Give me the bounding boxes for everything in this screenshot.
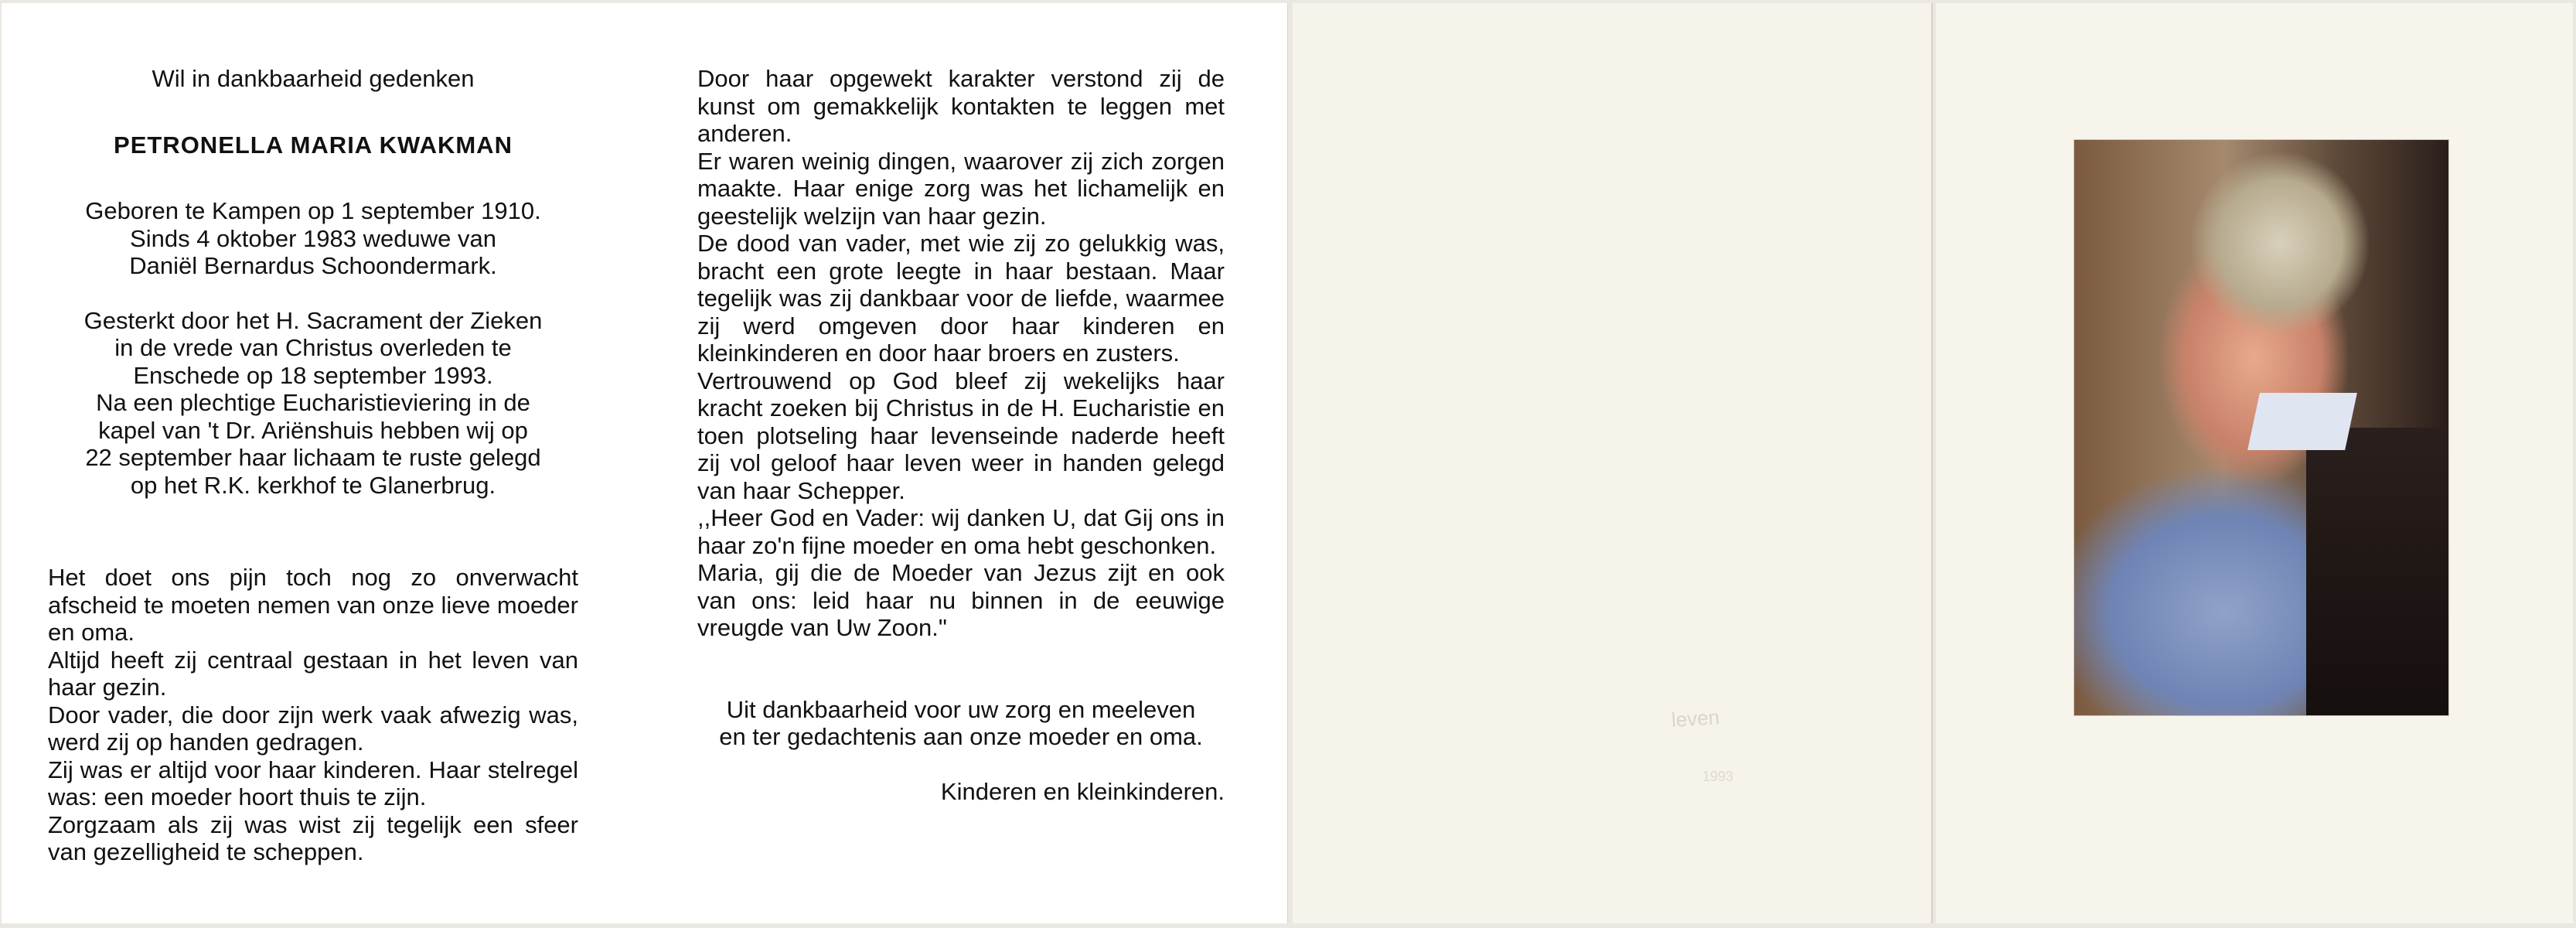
death-line: 22 september haar lichaam te ruste gelegd: [85, 444, 541, 471]
tribute-paragraph: Door vader, die door zijn werk vaak afwezig was, werd zij op handen gedragen.: [48, 701, 578, 756]
death-line: Enschede op 18 september 1993.: [133, 361, 493, 389]
tribute-paragraph: Door haar opgewekt karakter verstond zij de kunst om gemakkelijk kontakten te leggen met anderen.: [697, 65, 1225, 147]
pencil-mark-small: 1993: [1702, 769, 1734, 784]
birth-line: Sinds 4 oktober 1983 weduwe van: [130, 224, 496, 252]
right-column: [697, 65, 1225, 805]
birth-block: [48, 197, 578, 280]
photo-page: [1936, 3, 2573, 923]
signature: Kinderen en kleinkinderen.: [940, 777, 1225, 805]
tribute-paragraphs-left: [48, 564, 578, 866]
tribute-paragraph: Zij was er altijd voor haar kinderen. Haar stelregel was: een moeder hoort thuis te zijn.: [48, 756, 578, 810]
closing-block: [697, 696, 1225, 751]
tribute-paragraph: Er waren weinig dingen, waarover zij zich zorgen maakte. Haar enige zorg was het lichamelijk en geestelijk welzijn van haar gezin.: [697, 147, 1225, 230]
blank-page: [1293, 3, 1933, 923]
tribute-paragraph: Het doet ons pijn toch nog zo onverwacht afscheid te moeten nemen van onze lieve moeder en oma.: [48, 564, 578, 646]
photo-jacket-shape: [2306, 428, 2448, 715]
tribute-paragraph: De dood van vader, met wie zij zo gelukkig was, bracht een grote leegte in haar bestaan. Maar tegelijk was zij dankbaar voor de liefde, waarmee zij werd omgeven door haar kinderen en kleinkinderen en door haar broers en zusters.: [697, 230, 1225, 367]
birth-line: Daniël Bernardus Schoondermark.: [129, 252, 497, 279]
left-column: [48, 65, 578, 866]
pencil-mark: leven: [1670, 705, 1721, 732]
closing-line: Uit dankbaarheid voor uw zorg en meeleven: [726, 695, 1196, 723]
death-line: in de vrede van Christus overleden te: [114, 334, 512, 361]
intro-line: Wil in dankbaarheid gedenken: [152, 65, 475, 92]
memorial-text-page: [2, 3, 1288, 923]
closing-line: en ter gedachtenis aan onze moeder en oma.: [719, 723, 1203, 750]
tribute-paragraph: Vertrouwend op God bleef zij wekelijks haar kracht zoeken bij Christus in de H. Eucharistie en toen plotseling haar levenseinde naderde heeft zij vol geloof haar leven weer in handen gelegd van haar Schepper.: [697, 367, 1225, 504]
death-line: Gesterkt door het H. Sacrament der Zieken: [83, 306, 543, 334]
tribute-paragraph: Zorgzaam als zij was wist zij tegelijk een sfeer van gezelligheid te scheppen.: [48, 810, 578, 865]
photo-collar-shape: [2247, 393, 2357, 450]
death-block: [48, 307, 578, 500]
tribute-paragraphs-right: [697, 65, 1225, 642]
death-line: op het R.K. kerkhof te Glanerbrug.: [130, 471, 496, 499]
portrait-photo: [2073, 139, 2449, 716]
birth-line: Geboren te Kampen op 1 september 1910.: [85, 197, 541, 224]
prayer-paragraph: Maria, gij die de Moeder van Jezus zijt en ook van ons: leid haar nu binnen in de eeuwige vreugde van Uw Zoon.": [697, 559, 1225, 641]
death-line: kapel van 't Dr. Ariënshuis hebben wij op: [98, 416, 528, 444]
prayer-paragraph: ,,Heer God en Vader: wij danken U, dat Gij ons in haar zo'n fijne moeder en oma hebt geschonken.: [697, 504, 1225, 559]
death-line: Na een plechtige Eucharistieviering in de: [96, 389, 530, 416]
tribute-paragraph: Altijd heeft zij centraal gestaan in het leven van haar gezin.: [48, 646, 578, 701]
deceased-name: PETRONELLA MARIA KWAKMAN: [114, 131, 513, 159]
